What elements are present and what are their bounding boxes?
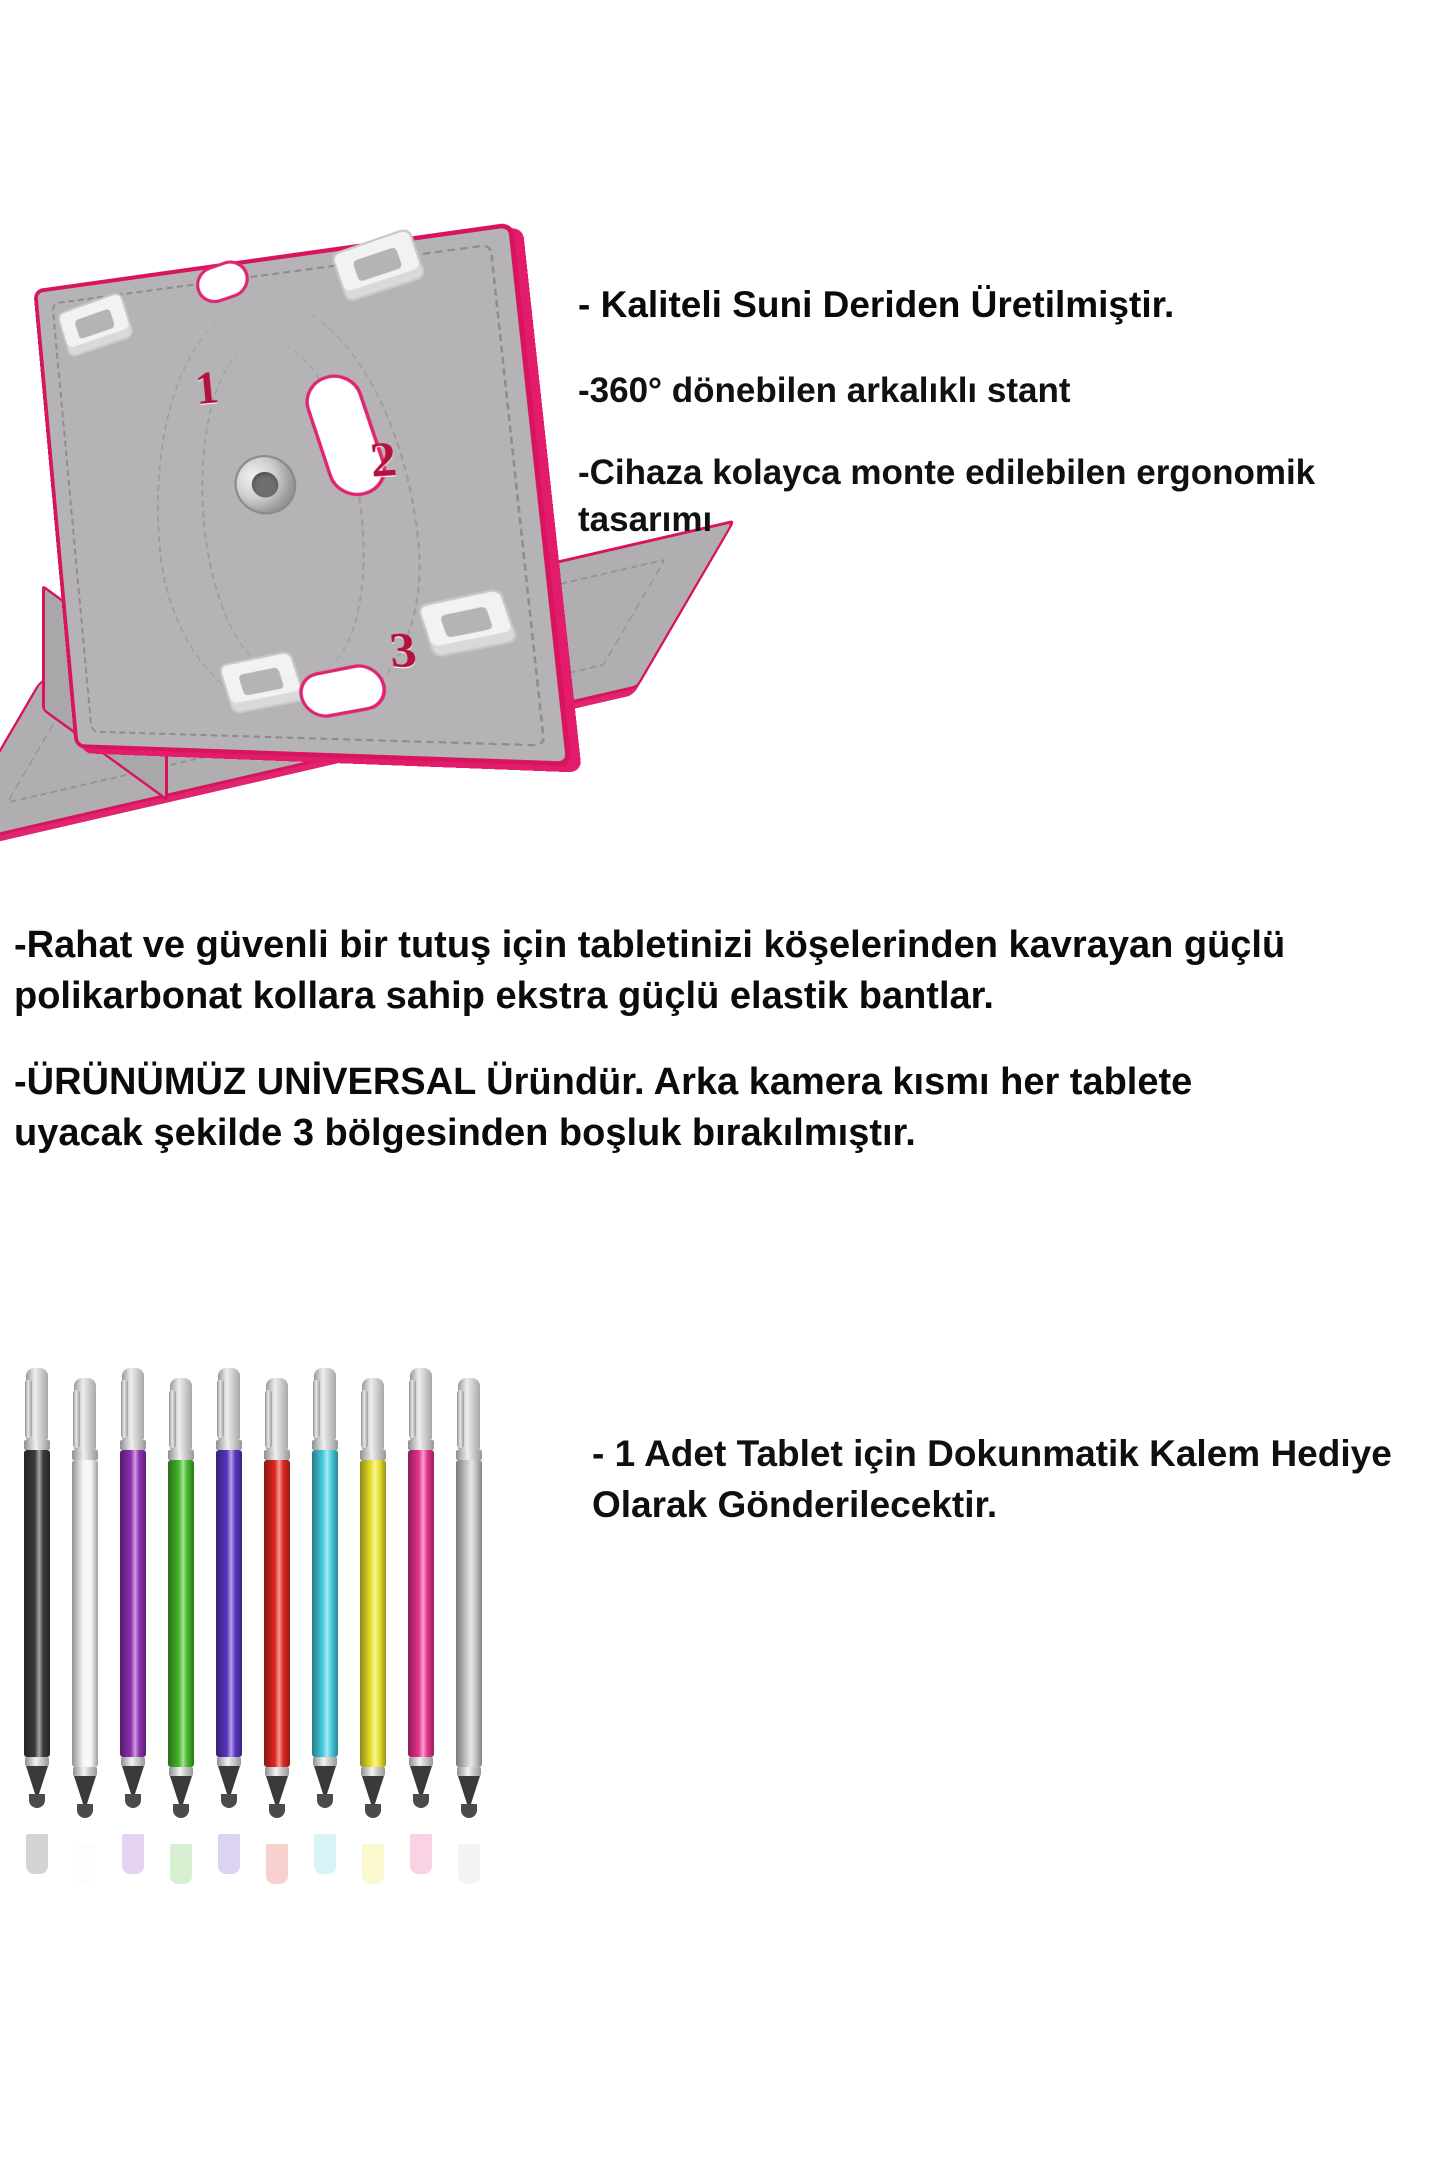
callout-number-3: 3 (386, 622, 420, 678)
pen-reflection (406, 1812, 436, 1874)
green-stylus (166, 1378, 196, 1818)
pen-clip (457, 1390, 464, 1448)
pen-reflection (118, 1812, 148, 1874)
pen-barrel (408, 1450, 434, 1757)
pen-ring-top (24, 1440, 50, 1450)
pen-rubber-nib (29, 1794, 45, 1808)
pen-barrel (264, 1460, 290, 1767)
pen-rubber-nib (413, 1794, 429, 1808)
blue-violet-stylus (214, 1368, 244, 1808)
pen-ring-top (216, 1440, 242, 1450)
pen-reflection (166, 1822, 196, 1884)
pen-clip (121, 1380, 128, 1438)
pen-barrel (360, 1460, 386, 1767)
pen-ring-bottom (169, 1767, 193, 1776)
pen-reflection (22, 1812, 52, 1874)
pen-clip (409, 1380, 416, 1438)
pen-clip (73, 1390, 80, 1448)
callout-number-1: 1 (192, 361, 221, 414)
pen-barrel (168, 1460, 194, 1767)
bottom-section (0, 1340, 1440, 2160)
pen-clip (169, 1390, 176, 1448)
pen-ring-bottom (265, 1767, 289, 1776)
description-paragraph-2: -ÜRÜNÜMÜZ UNİVERSAL Üründür. Arka kamera kısmı her tablete uyacak şekilde 3 bölgesinden boşluk bırakılmıştır. (14, 1061, 1193, 1154)
pen-ring-top (456, 1450, 482, 1460)
pen-barrel (72, 1460, 98, 1767)
pen-ring-top (360, 1450, 386, 1460)
pink-stylus (406, 1368, 436, 1808)
case-main-panel (33, 222, 572, 766)
pen-ring-bottom (25, 1757, 49, 1766)
feature-bullet-3: -Cihaza kolayca monte edilebilen ergonomik tasarımı (578, 453, 1316, 539)
middle-description (14, 920, 1314, 1194)
pen-barrel (120, 1450, 146, 1757)
pen-clip (313, 1380, 320, 1438)
pen-barrel (24, 1450, 50, 1757)
pen-rubber-nib (125, 1794, 141, 1808)
pen-ring-bottom (361, 1767, 385, 1776)
stylus-pen-group (22, 1368, 592, 1928)
yellow-stylus (358, 1378, 388, 1818)
pen-ring-top (168, 1450, 194, 1460)
feature-bullet-1: - Kaliteli Suni Deriden Üretilmiştir. (578, 284, 1175, 325)
pen-clip (217, 1380, 224, 1438)
pen-ring-bottom (217, 1757, 241, 1766)
pen-ring-top (408, 1440, 434, 1450)
feature-bullet-2: -360° dönebilen arkalıklı stant (578, 371, 1071, 411)
silver-stylus (454, 1378, 484, 1818)
pen-ring-top (312, 1440, 338, 1450)
pen-rubber-nib (317, 1794, 333, 1808)
cyan-stylus (310, 1368, 340, 1808)
pen-reflection (262, 1822, 292, 1884)
black-stylus (22, 1368, 52, 1808)
pen-ring-bottom (409, 1757, 433, 1766)
gift-note: - 1 Adet Tablet için Dokunmatik Kalem Hediye Olarak Gönderilecektir. (592, 1433, 1392, 1526)
pen-rubber-nib (365, 1804, 381, 1818)
top-section (0, 0, 1440, 910)
pen-reflection (214, 1812, 244, 1874)
pen-ring-bottom (313, 1757, 337, 1766)
pen-rubber-nib (221, 1794, 237, 1808)
pen-clip (265, 1390, 272, 1448)
pen-rubber-nib (461, 1804, 477, 1818)
pen-reflection (454, 1822, 484, 1884)
red-stylus (262, 1378, 292, 1818)
description-paragraph-1: -Rahat ve güvenli bir tutuş için tabletinizi köşelerinden kavrayan güçlü polikarbonat kollara sahip ekstra güçlü elastik bantlar. (14, 924, 1286, 1017)
pen-reflection (358, 1822, 388, 1884)
pen-rubber-nib (269, 1804, 285, 1818)
pen-ring-top (120, 1440, 146, 1450)
pen-rubber-nib (173, 1804, 189, 1818)
pen-reflection (70, 1822, 100, 1884)
pen-clip (25, 1380, 32, 1438)
pen-barrel (216, 1450, 242, 1757)
pen-barrel (456, 1460, 482, 1767)
pen-rubber-nib (77, 1804, 93, 1818)
callout-number-2: 2 (367, 431, 400, 488)
pen-ring-bottom (457, 1767, 481, 1776)
pen-ring-bottom (73, 1767, 97, 1776)
top-feature-list (578, 282, 1408, 579)
pen-barrel (312, 1450, 338, 1757)
white-stylus (70, 1378, 100, 1818)
pen-ring-top (264, 1450, 290, 1460)
pen-ring-bottom (121, 1757, 145, 1766)
pen-clip (361, 1390, 368, 1448)
purple-stylus (118, 1368, 148, 1808)
pen-reflection (310, 1812, 340, 1874)
pen-ring-top (72, 1450, 98, 1460)
